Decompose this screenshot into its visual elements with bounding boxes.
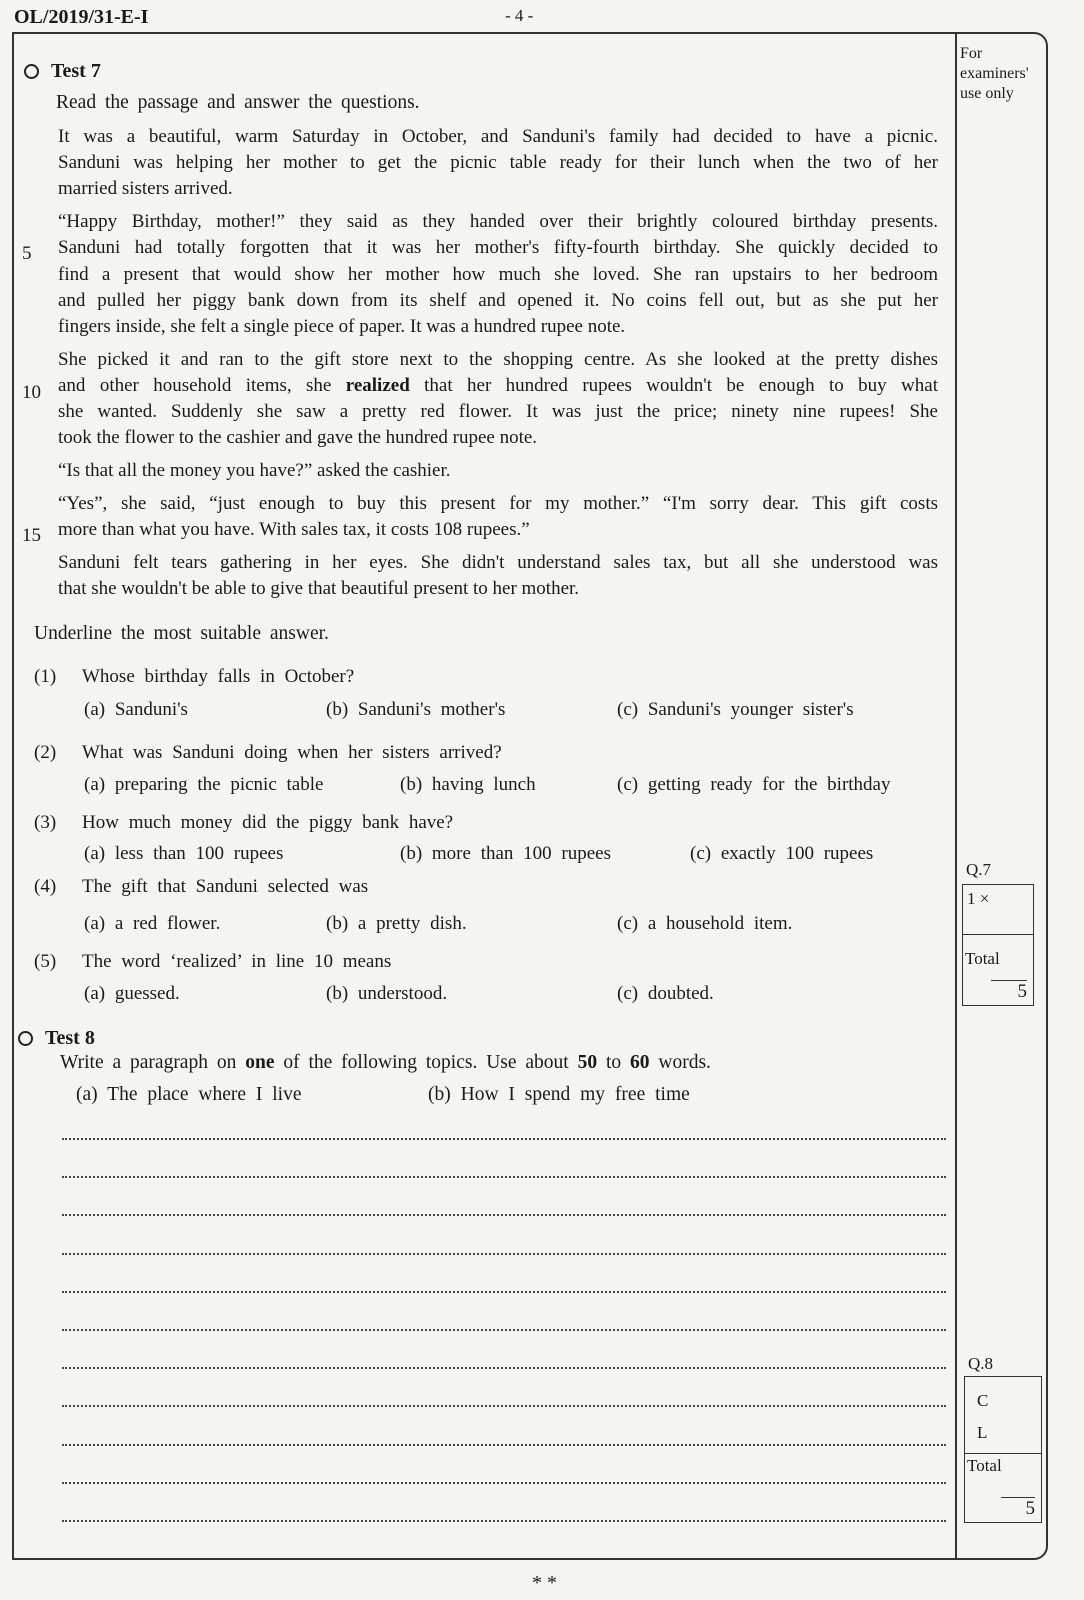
question-text: Whose birthday falls in October? [82,666,355,687]
test8-instruction [60,1052,711,1074]
answer-option[interactable]: (c) getting ready for the birthday [617,774,891,795]
passage-line: more than what you have. With sales tax, it costs 108 rupees.” [58,518,530,540]
t: words. [649,1052,711,1073]
writing-line[interactable] [62,1214,946,1216]
question-number: (3) [34,812,57,833]
q8-l: L [965,1411,1041,1454]
passage-line: She picked it and ran to the gift store next to the shopping centre. As she looked at the pretty dishes [58,348,938,370]
passage-line: Sanduni felt tears gathering in her eyes. She didn't understand sales tax, but all she understood was [58,551,938,573]
answer-option[interactable]: (a) less than 100 rupees [84,843,284,864]
examiners-line: use only [960,85,1014,102]
examiners-line: examiners' [960,65,1029,82]
writing-line[interactable] [62,1444,946,1446]
circle-icon [18,1031,33,1046]
test7-heading [24,60,101,83]
paragraph [58,458,938,484]
question-number: (2) [34,742,57,763]
test8-heading [18,1027,95,1050]
question [34,812,944,834]
q8-label: Q.8 [968,1354,994,1373]
paragraph [58,209,938,340]
passage-line: “Happy Birthday, mother!” they said as they handed over their brightly coloured birthday presents. [58,211,938,233]
q8-c: C [977,1391,989,1410]
passage-line: fingers inside, she felt a single piece of paper. It was a hundred rupee note. [58,315,626,337]
question-text: How much money did the piggy bank have? [82,812,454,833]
underline-instruction: Underline the most suitable answer. [34,623,329,644]
question [34,876,944,898]
question-number: (4) [34,876,57,897]
t: of the following topics. Use about [274,1052,578,1073]
question-text: The gift that Sanduni selected was [82,876,369,897]
answer-option[interactable]: (c) Sanduni's younger sister's [617,699,854,720]
q7-max: 5 [991,980,1027,1003]
test7-title: Test 7 [51,60,101,82]
answer-option[interactable]: (a) preparing the picnic table [84,774,324,795]
q8-max: 5 [1001,1497,1035,1520]
passage-line: and other household items, she realized that her hundred rupees wouldn't be enough to buy what [58,374,938,396]
topic-b: (b) How I spend my free time [428,1084,690,1105]
paragraph [58,124,938,203]
writing-line[interactable] [62,1482,946,1484]
t: 60 [630,1052,650,1073]
q8-total-label: Total [967,1456,1002,1475]
passage-line: “Yes”, she said, “just enough to buy this present for my mother.” “I'm sorry dear. This gift costs [58,492,938,514]
question-text: The word ‘realized’ in line 10 means [82,951,392,972]
passage-line: married sisters arrived. [58,178,233,200]
page-number: - 4 - [505,6,534,25]
paper-code: OL/2019/31-E-I [14,6,149,28]
question-text: What was Sanduni doing when her sisters arrived? [82,742,502,763]
paragraph [58,550,938,602]
passage-line: Sanduni had totally forgotten that it was her mother's fifty-fourth birthday. She quickly decided to [58,237,938,259]
writing-line[interactable] [62,1253,946,1255]
question [34,951,944,973]
passage-line: find a present that would show her mother how much she loved. She ran upstairs to her bedroom [58,263,938,285]
writing-line[interactable] [62,1138,946,1140]
examiners-note [960,44,1029,104]
answer-option[interactable]: (b) Sanduni's mother's [326,699,506,720]
answer-option[interactable]: (a) a red flower. [84,913,221,934]
circle-icon [24,64,39,79]
passage-line: Sanduni was helping her mother to get the picnic table ready for their lunch when the two of her [58,152,938,174]
passage-line: and pulled her piggy bank down from its shelf and opened it. No coins fell out, but as she put her [58,289,938,311]
writing-line[interactable] [62,1367,946,1369]
answer-option[interactable]: (b) more than 100 rupees [400,843,611,864]
examiners-line: For [960,45,983,62]
passage [58,124,938,608]
topic-a: (a) The place where I live [76,1084,302,1105]
answer-option[interactable]: (b) a pretty dish. [326,913,467,934]
paragraph [58,347,938,452]
passage-line: “Is that all the money you have?” asked the cashier. [58,459,451,481]
passage-line: It was a beautiful, warm Saturday in October, and Sanduni's family had decided to have a picnic. [58,126,938,147]
writing-line[interactable] [62,1329,946,1331]
paragraph [58,491,938,543]
t: Write a paragraph on [60,1052,246,1073]
answer-option[interactable]: (c) a household item. [617,913,793,934]
answer-option[interactable]: (b) understood. [326,983,448,1004]
answer-option[interactable]: (a) guessed. [84,983,180,1004]
q8-mark-box [964,1376,1042,1523]
question-number: (5) [34,951,57,972]
line-number: 10 [22,382,41,403]
writing-line[interactable] [62,1520,946,1522]
q7-total-label: Total [965,949,1000,968]
answer-option[interactable]: (c) doubted. [617,983,714,1004]
test8-title: Test 8 [45,1027,95,1049]
passage-line: she wanted. Suddenly she saw a pretty red flower. It was just the price; ninety nine rupees! She [58,401,938,423]
writing-line[interactable] [62,1176,946,1178]
writing-line[interactable] [62,1405,946,1407]
q7-row: 1 × [963,885,1033,935]
answer-option[interactable]: (c) exactly 100 rupees [690,843,874,864]
line-number: 5 [22,243,32,264]
margin-divider [955,32,957,1560]
t: to [597,1052,631,1073]
q7-label: Q.7 [966,860,992,879]
q7-mark-box [962,884,1034,1006]
t: one [245,1052,275,1073]
answer-option[interactable]: (a) Sanduni's [84,699,188,720]
end-marker: * * [532,1572,557,1594]
t: 50 [577,1052,598,1073]
question [34,742,944,764]
question-number: (1) [34,666,57,687]
line-number: 15 [22,525,41,546]
answer-option[interactable]: (b) having lunch [400,774,536,795]
question [34,666,944,688]
writing-line[interactable] [62,1291,946,1293]
passage-line: took the flower to the cashier and gave the hundred rupee note. [58,427,538,449]
passage-line: that she wouldn't be able to give that beautiful present to her mother. [58,577,580,599]
test7-instruction: Read the passage and answer the questions. [56,92,420,113]
